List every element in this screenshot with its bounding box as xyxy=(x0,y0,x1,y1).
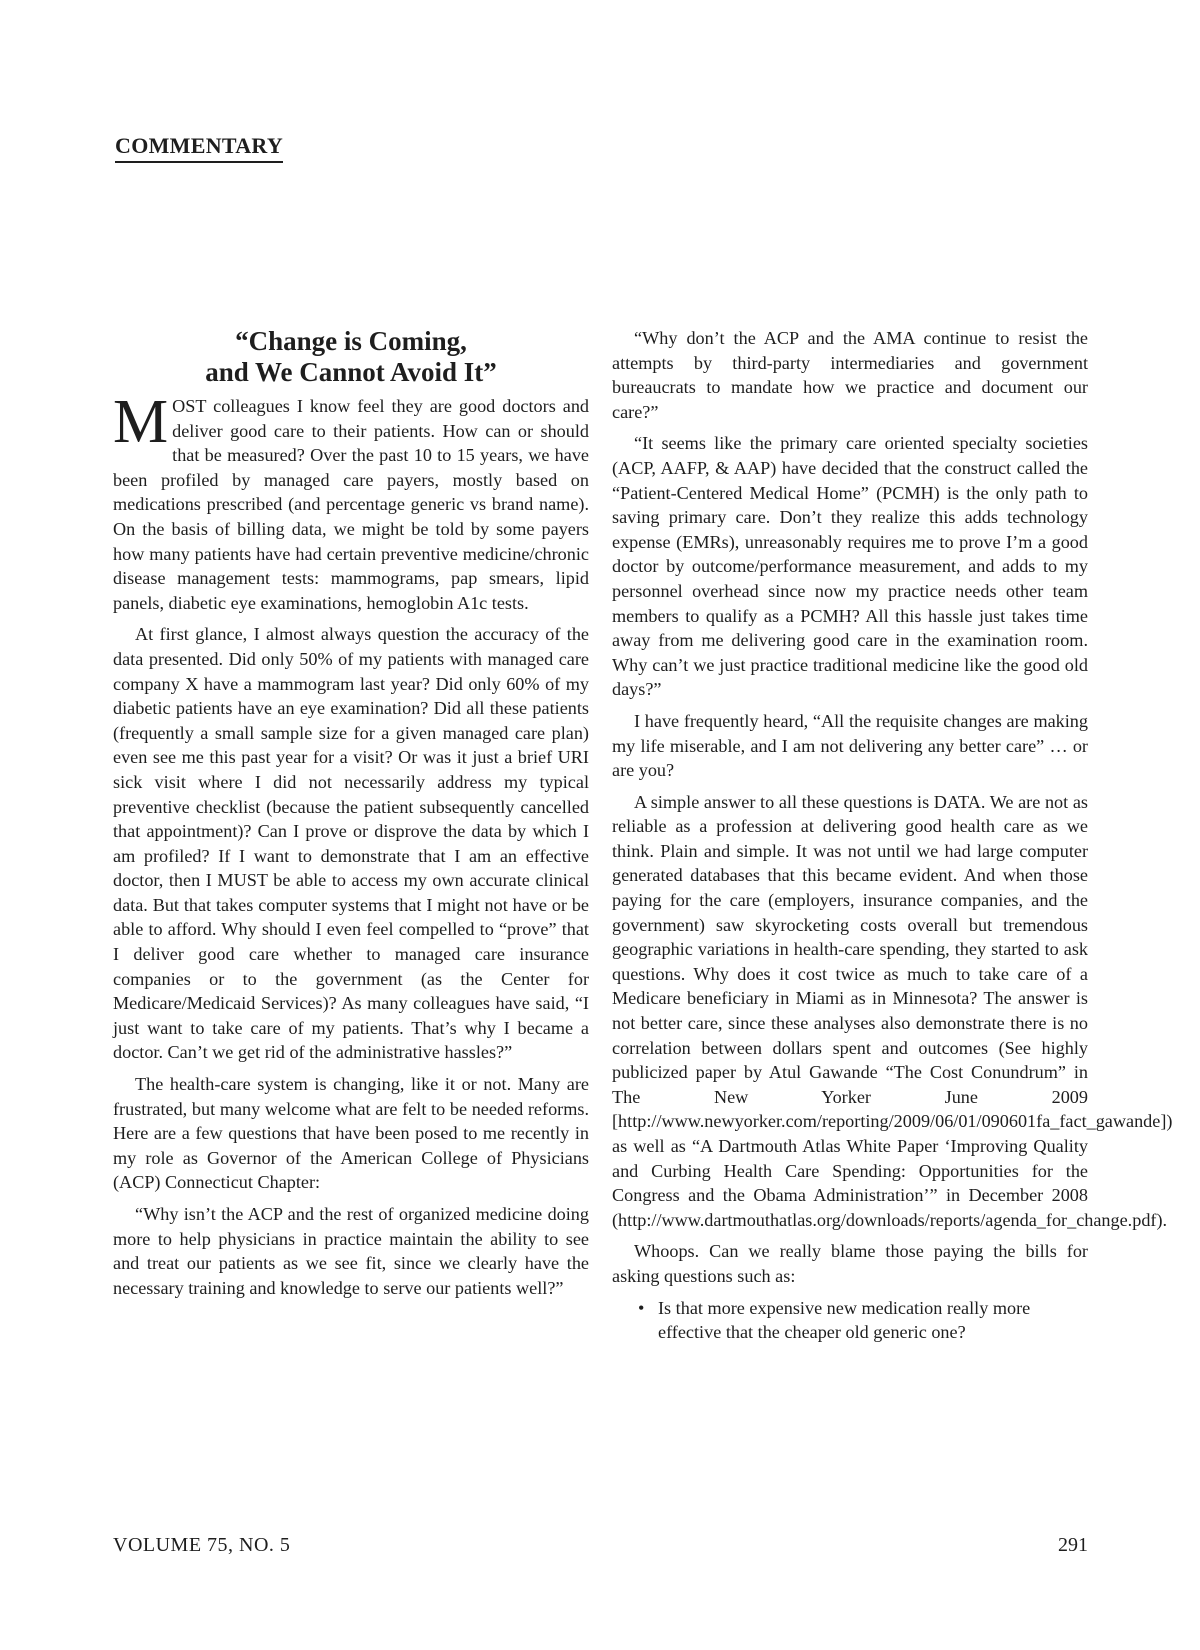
paragraph-1 xyxy=(113,388,589,615)
article-title xyxy=(113,326,589,388)
list-item xyxy=(612,1296,1088,1345)
question-list xyxy=(612,1296,1088,1345)
volume-info: VOLUME 75, NO. 5 xyxy=(113,1534,291,1556)
bullet-marker: • xyxy=(638,1297,645,1318)
paragraph-2: At first glance, I almost always question the accuracy of the data presented. Did only 50% of my patients with managed care company X have a mammogram last year? Did only 60% of my diabetic patients have an eye examination? Did all these patients (frequently a small sample size for a given managed care plan) even see me this past year for a visit? Or was it just a brief URI sick visit where I did not necessarily address my typical preventive checklist (because the patient subsequently cancelled that appointment)? Can I prove or disprove the data by which I am profiled? If I want to demonstrate that I am an effective doctor, then I MUST be able to access my own accurate clinical data. But that takes computer systems that I might not have or be able to afford. Why should I even feel compelled to “prove” that I deliver good care whether to managed care insurance companies or to the government (as the Center for Medicare/Medicaid Services)? As many colleagues have said, “I just want to take care of my patients. That’s why I became a doctor. Can’t we get rid of the administrative hassles?” xyxy=(113,624,589,1063)
left-column xyxy=(113,326,589,1307)
paragraph-8: A simple answer to all these questions is DATA. We are not as reliable as a profession at delivering good health care as we think. Plain and simple. It was not until we had large computer generated databases that this became evident. And when those paying for the care (employers, insurance companies, and the government) saw skyrocketing costs overall but tremendous geographic variations in health-care spending, they started to ask questions. Why does it cost twice as much to take care of a Medicare beneficiary in Miami as in Minnesota? The answer is not better care, since these analyses also demonstrate there is no correlation between dollars spent and outcomes (See highly publicized paper by Atul Gawande “The Cost Conundrum” in The New Yorker June 2009 [http://www.newyorker.com/reporting/2009/06/01/090601fa_fact_gawande]) as well as “A Dartmouth Atlas White Paper ‘Improving Quality and Curbing Health Care Spending: Opportunities for the Congress and the Obama Administration’” in December 2008 (http://www.dartmouthatlas.org/downloads/reports/agenda_for_change.pdf). xyxy=(612,791,1173,1230)
list-item-text: Is that more expensive new medication really more effective that the cheaper old generic one? xyxy=(658,1297,1031,1343)
page-number: 291 xyxy=(1058,1534,1088,1556)
paragraph-3: The health-care system is changing, like it or not. Many are frustrated, but many welcome what are felt to be needed reforms. Here are a few questions that have been posed to me recently in my role as Governor of the American College of Physicians (ACP) Connecticut Chapter: xyxy=(113,1074,589,1193)
right-column xyxy=(612,326,1173,1345)
paragraph-1-text: OST colleagues I know feel they are good doctors and deliver good care to their patients. How can or should that be measured? Over the past 10 to 15 years, we have been profiled by managed care payers, mostly based on medications prescribed (and percentage generic vs brand name). On the basis of billing data, we might be told by some payers how many patients have had certain preventive medicine/chronic disease management tests: mammograms, pap smears, lipid panels, diabetic eye examinations, hemoglobin A1c tests. xyxy=(113,396,589,613)
drop-cap: M xyxy=(113,388,169,456)
paragraph-6: “It seems like the primary care oriented specialty societies (ACP, AAFP, & AAP) have decided that the construct called the “Patient-Centered Medical Home” (PCMH) is the only path to saving primary care. Don’t they realize this adds technology expense (EMRs), unreasonably requires me to prove I’m a good doctor by outcome/performance measurement, and adds to my personnel overhead since now my practice needs other team members to qualify as a PCMH? All this hassle just takes time away from me delivering good care in the examination room. Why can’t we just practice traditional medicine like the good old days?” xyxy=(612,433,1088,700)
title-line-1: “Change is Coming, xyxy=(235,326,467,356)
section-label: COMMENTARY xyxy=(115,133,283,163)
paragraph-4: “Why isn’t the ACP and the rest of organized medicine doing more to help physicians in practice maintain the ability to see and treat our patients as we see fit, since we clearly have the necessary training and knowledge to serve our patients well?” xyxy=(113,1204,589,1298)
paragraph-9: Whoops. Can we really blame those paying the bills for asking questions such as: xyxy=(612,1241,1088,1286)
title-line-2: and We Cannot Avoid It” xyxy=(205,357,497,387)
paragraph-5: “Why don’t the ACP and the AMA continue to resist the attempts by third-party intermediaries and government bureaucrats to mandate how we practice and document our care?” xyxy=(612,328,1088,422)
paragraph-7: I have frequently heard, “All the requisite changes are making my life miserable, and I am not delivering any better care” … or are you? xyxy=(612,710,1088,781)
